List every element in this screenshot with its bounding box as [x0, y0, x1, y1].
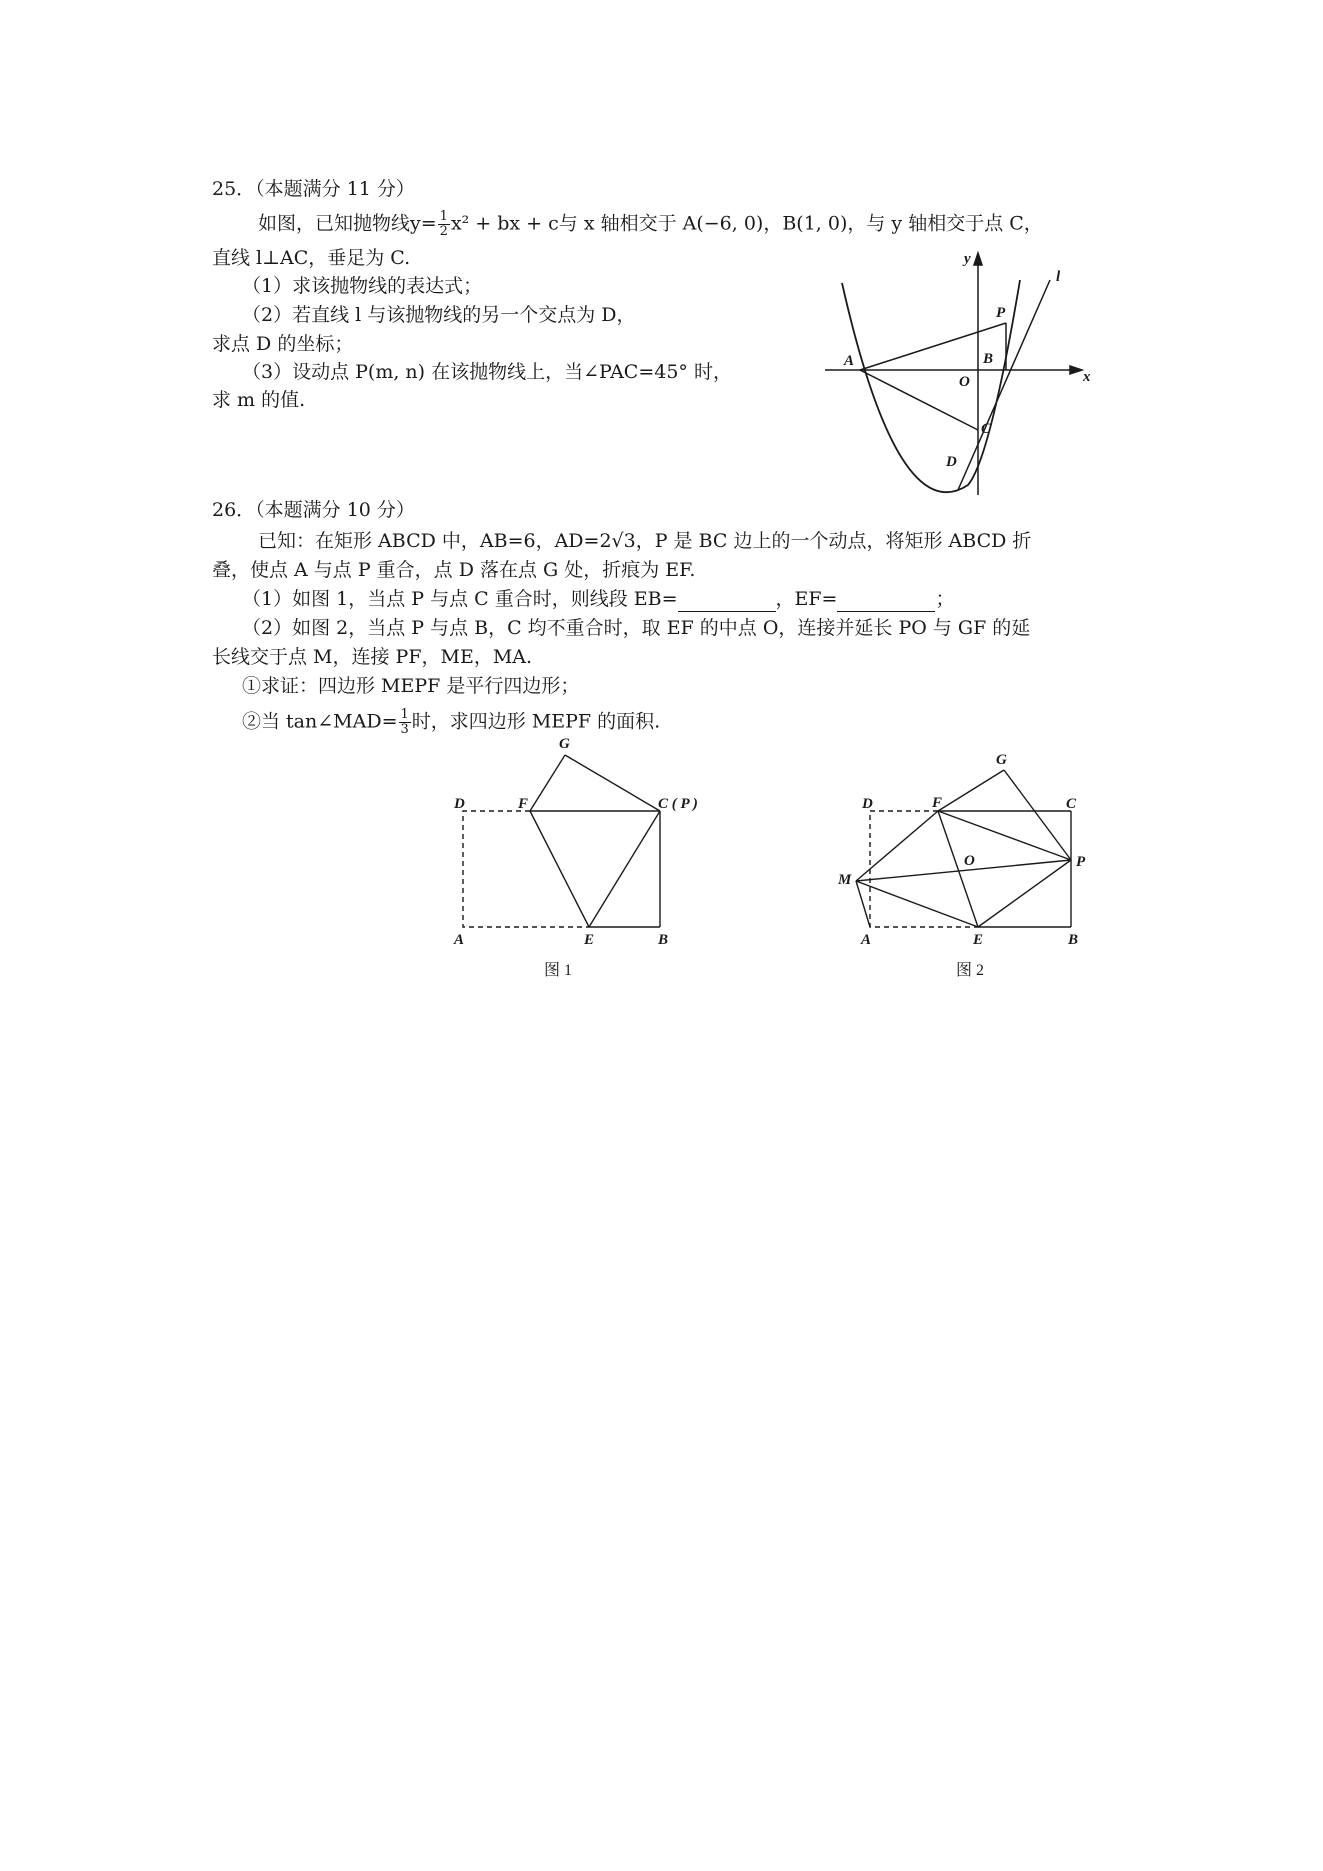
fig1-label-D: D	[454, 796, 465, 812]
label-x: x	[1083, 369, 1091, 385]
q25-part3a: （3）设动点 P(m, n) 在该抛物线上，当∠PAC=45° 时，	[242, 361, 732, 383]
q25-part3b: 求 m 的值.	[212, 389, 306, 411]
fig2-label-F: F	[932, 795, 943, 811]
q26-part2a: （2）如图 2，当点 P 与点 B，C 均不重合时，取 EF 的中点 O，连接并延长 PO 与 GF 的延	[242, 617, 1031, 639]
q26-frac-num: 1	[400, 707, 409, 722]
rect-dashed-sides	[870, 811, 978, 927]
label-A: A	[844, 353, 855, 369]
fig1-label-A: A	[454, 932, 465, 948]
label-l: l	[1056, 269, 1061, 285]
label-O: O	[959, 374, 970, 390]
fig2-label-A: A	[861, 932, 872, 948]
q26-part2b: 长线交于点 M，连接 PF，ME，MA.	[212, 646, 533, 668]
q25-part1: （1）求该抛物线的表达式；	[242, 275, 483, 297]
q25-parabola-figure	[820, 245, 1100, 500]
y-axis-arrow	[974, 253, 982, 265]
fig2-label-M: M	[838, 872, 852, 888]
label-D: D	[946, 454, 957, 470]
q25-header: 25．（本题满分 11 分）	[212, 178, 415, 200]
q25-stem-line1	[258, 210, 1043, 239]
label-P: P	[996, 305, 1006, 321]
fig1-label-CP: C ( P )	[658, 796, 698, 812]
segment-ME	[856, 881, 978, 927]
fig2-caption: 图 2	[956, 962, 985, 979]
q26-part1-pre: （1）如图 1，当点 P 与点 C 重合时，则线段 EB=	[242, 588, 678, 610]
q25-stem-pre: 如图，已知抛物线y=	[258, 212, 437, 235]
q26-figure-1	[440, 730, 720, 980]
q25-frac-num: 1	[439, 209, 448, 224]
q26-fraction	[399, 708, 411, 737]
fig2-label-O: O	[964, 853, 975, 869]
q26-part1-mid: ，EF=	[775, 588, 838, 610]
segment-MF	[856, 811, 938, 881]
fig2-label-B: B	[1068, 932, 1079, 948]
segment-FP	[938, 811, 1071, 860]
fig2-label-D: D	[862, 796, 873, 812]
fig1-label-B: B	[658, 932, 669, 948]
segment-EP	[978, 860, 1071, 927]
q26-part1-end: ；	[935, 588, 955, 610]
q25-frac-den: 2	[439, 224, 448, 239]
q26-part1	[242, 586, 955, 612]
q26-frac-den: 3	[400, 722, 409, 737]
q25-part2b: 求点 D 的坐标；	[212, 333, 354, 355]
answer-blank-EF	[837, 593, 935, 612]
segment-FG	[530, 755, 565, 811]
segment-FG	[938, 770, 1004, 811]
fig2-label-E: E	[973, 932, 984, 948]
q25-stem-post: x² + bx + c与 x 轴相交于 A(−6, 0)，B(1, 0)，与 y 轴相交于点 C，	[450, 212, 1043, 235]
q25-stem-line2: 直线 l⊥AC，垂足为 C.	[212, 247, 411, 269]
segment-FE	[530, 811, 589, 927]
parabola-curve	[842, 280, 1020, 492]
q25-part2a: （2）若直线 l 与该抛物线的另一个交点为 D，	[242, 304, 636, 326]
label-B: B	[983, 351, 994, 367]
segment-GP	[1004, 770, 1071, 860]
fig1-label-E: E	[584, 932, 595, 948]
segment-GC	[565, 755, 660, 811]
fig1-caption: 图 1	[544, 962, 573, 979]
label-y: y	[964, 251, 971, 267]
q26-part2i: ①求证：四边形 MEPF 是平行四边形；	[242, 675, 580, 697]
fig1-label-G: G	[559, 736, 570, 752]
q26-figure-2	[828, 730, 1108, 980]
fig2-label-C: C	[1066, 796, 1077, 812]
label-C: C	[981, 421, 992, 437]
x-axis-arrow	[1070, 366, 1082, 374]
fig2-label-P: P	[1076, 854, 1086, 870]
q26-line2: 叠，使点 A 与点 P 重合，点 D 落在点 G 处，折痕为 EF.	[212, 559, 696, 581]
q26-part2ii-pre: ②当 tan∠MAD=	[242, 710, 398, 733]
fig2-label-G: G	[996, 752, 1007, 768]
q26-part2ii-post: 时，求四边形 MEPF 的面积.	[411, 710, 661, 733]
answer-blank-EB	[678, 593, 776, 612]
q25-fraction	[438, 210, 450, 239]
q26-header: 26．（本题满分 10 分）	[212, 499, 415, 521]
rect-dashed-sides	[463, 811, 589, 927]
segment-EC	[589, 811, 660, 927]
segment-MA	[856, 881, 870, 927]
q26-line1: 已知：在矩形 ABCD 中，AB=6，AD=2√3，P 是 BC 边上的一个动点，将矩形 ABCD 折	[258, 530, 1032, 552]
fig1-label-F: F	[518, 796, 529, 812]
